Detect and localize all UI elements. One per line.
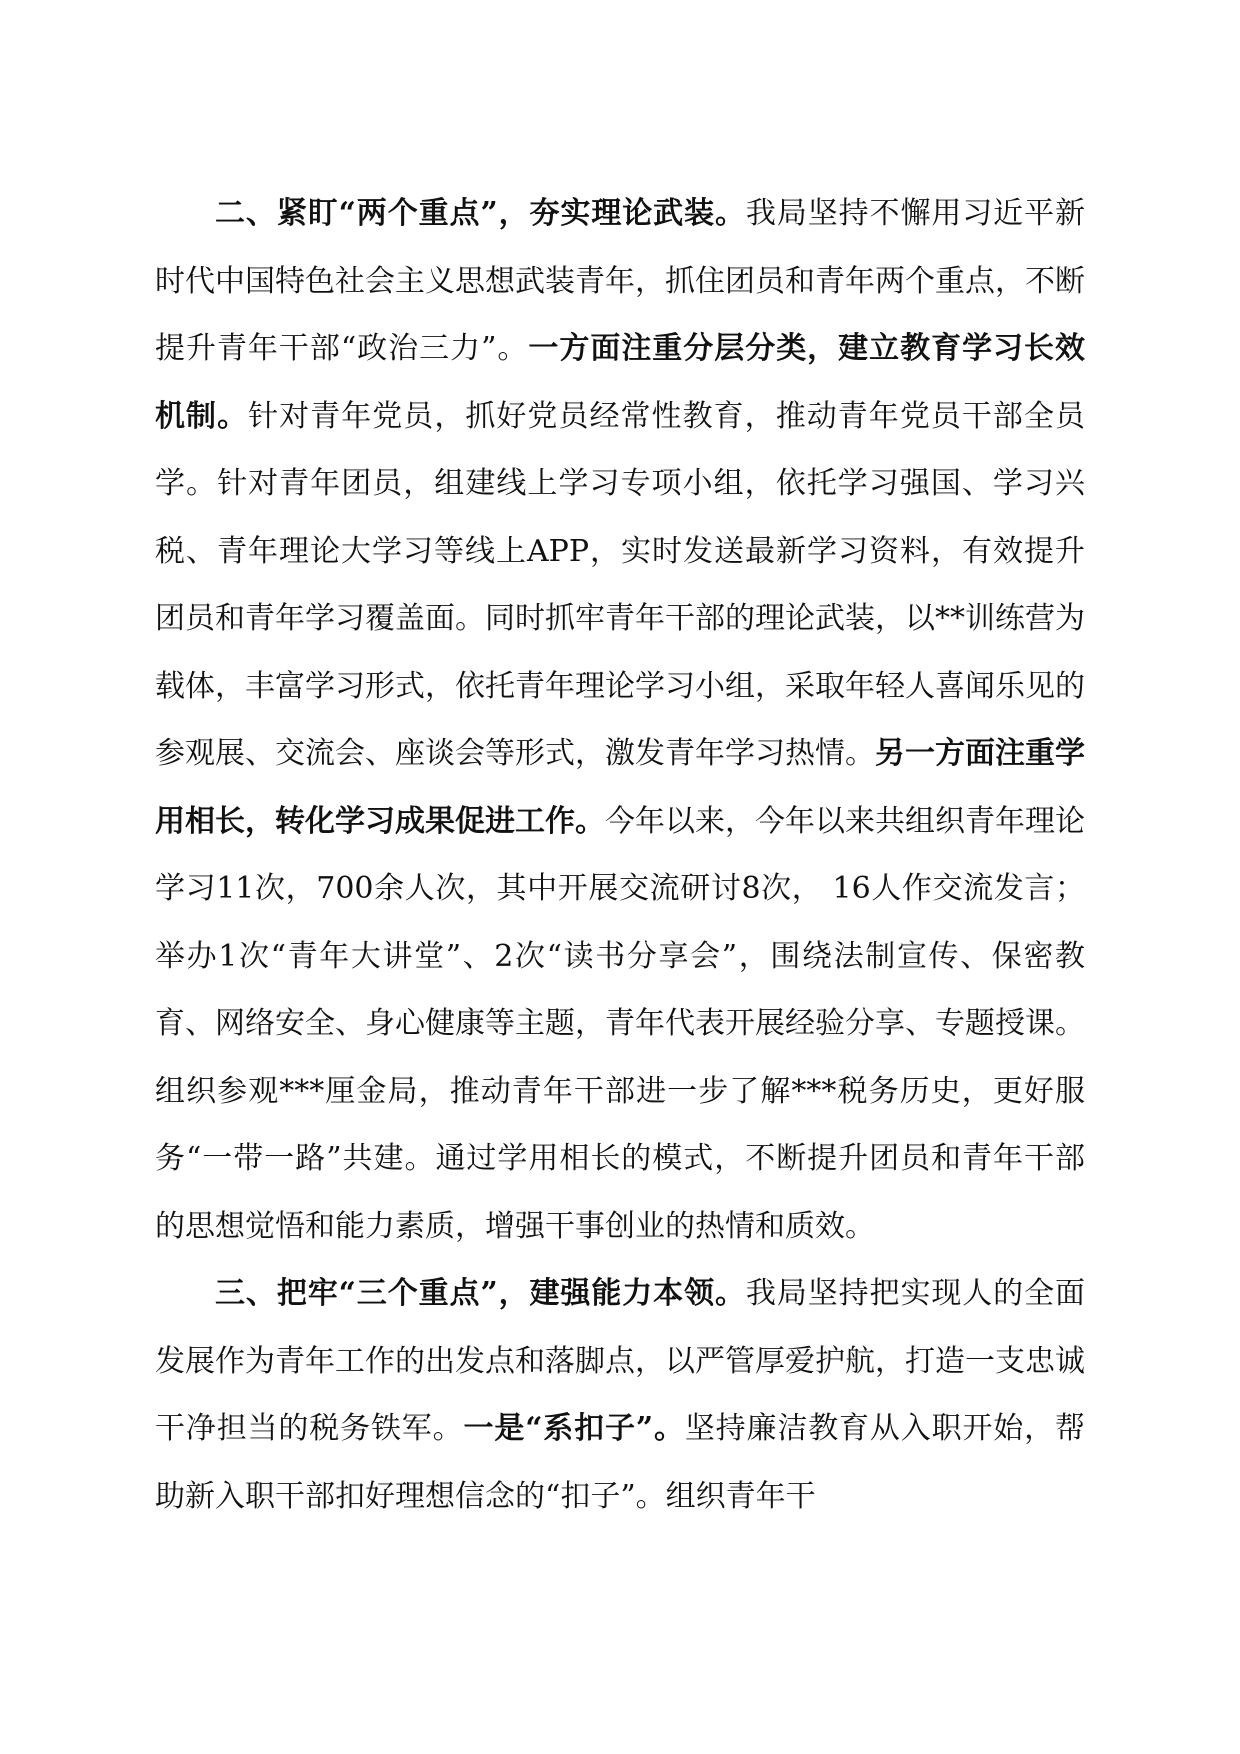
emphasis-run: 一是“系扣子”。 [463, 1411, 685, 1446]
section-two-heading: 二、紧盯“两个重点”，夯实理论武装。 [215, 196, 746, 231]
text-run: 针对青年党员，抓好党员经常性教育，推动青年党员干部全员学。针对青年团员，组建线上学习专项小组，依托学习强国、学习兴税、青年理论大学习等线上APP，实时发送最新学习资料，有效提升团员和青年学习覆盖面。同时抓牢青年干部的理论武装，以**训练营为载体，丰富学习形式，依托青年理论学习小组，采取年轻人喜闻乐见的参观展、交流会、座谈会等形式，激发青年学习热情。 [155, 398, 1086, 771]
emphasis-run: 一方面注重分层分类，建立教育学习长效机制。 [155, 331, 1086, 434]
text-run: 今年以来，今年以来共组织青年理论学习11次，700余人次，其中开展交流研讨8次， 16人作交流发言；举办1次“青年大讲堂”、2次“读书分享会”，围绕法制宣传、保密教育、网络安全、身心健康等主题，青年代表开展经验分享、专题授课。组织参观***厘金局，推动青年干部进一步了解***税务历史，更好服务“一带一路”共建。通过学用相长的模式，不断提升团员和青年干部的思想觉悟和能力素质，增强干事创业的热情和质效。 [155, 803, 1085, 1244]
paragraph-section-three [155, 1260, 1085, 1530]
text-run: 我局坚持不懈用习近平新时代中国特色社会主义思想武装青年，抓住团员和青年两个重点，不断提升青年干部“政治三力”。 [155, 196, 1086, 366]
text-run: 坚持廉洁教育从入职开始，帮助新入职干部扣好理想信念的“扣子”。组织青年干 [155, 1411, 1086, 1514]
emphasis-run: 另一方面注重学用相长，转化学习成果促进工作。 [155, 736, 1085, 839]
section-three-heading: 三、把牢“三个重点”，建强能力本领。 [215, 1276, 746, 1311]
paragraph-section-two [155, 180, 1085, 1260]
text-run: 我局坚持把实现人的全面发展作为青年工作的出发点和落脚点，以严管厚爱护航，打造一支忠诚干净担当的税务铁军。 [155, 1276, 1086, 1446]
document-body [155, 180, 1085, 1530]
